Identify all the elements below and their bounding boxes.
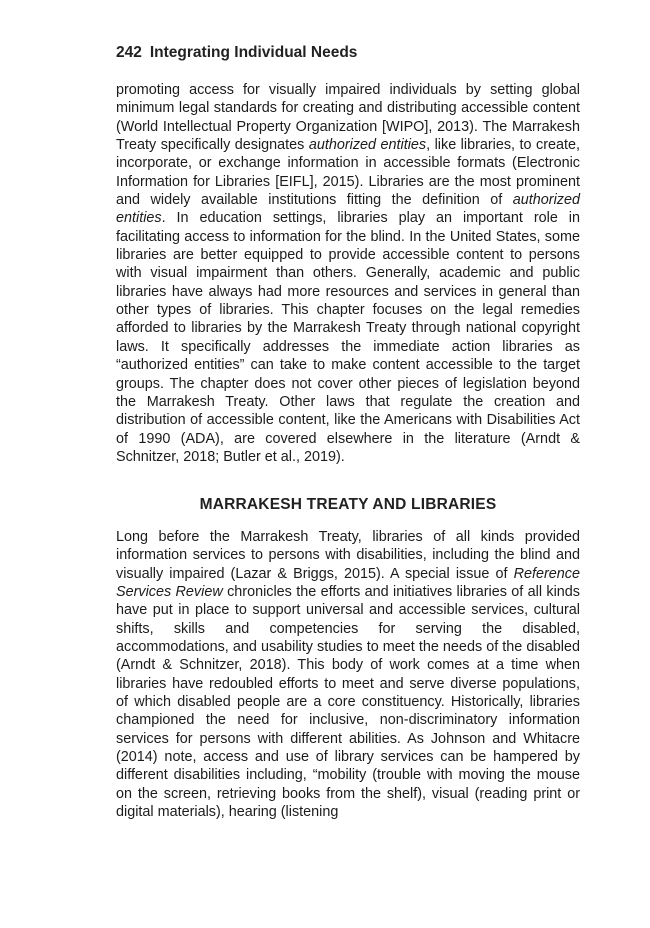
italic-term: authorized entities xyxy=(308,137,427,154)
paragraph-text: , like libraries, to create, incorporate, or exchange information in accessible formats (Electronic Information for Libraries [EIFL], 2015). Libraries are the most prominent and widely available institutions fitting the definition of xyxy=(116,137,580,209)
paragraph-text: promoting access for visually impaired individuals by setting global minimum legal standards for creating and distributing accessible content (World Intellectual Property Organization [WIPO], 2013). The Marrakesh Treaty specifically designates xyxy=(116,82,580,154)
paragraph-text: chronicles the efforts and initiatives libraries of all kinds have put in place to support universal and accessible services, cultural shifts, skills and competencies for serving the disabled, accommodations, and usability studies to meet the needs of the disabled (Arndt & Schnitzer, 2018). This body of work comes at a time when libraries have redoubled efforts to meet and serve diverse populations, of which disabled people are a core constituency. Historically, libraries championed the need for inclusive, non-discriminatory information services for persons with different abilities. As Johnson and Whitacre (2014) note, access and use of library services can be hampered by different disabilities including, “mobility (trouble with moving the mouse on the screen, retrieving books from the shelf), visual (reading print or digital materials), hearing (listening xyxy=(116,584,580,821)
running-title: Integrating Individual Needs xyxy=(149,44,358,61)
body-paragraph-2 xyxy=(116,528,580,822)
italic-journal-title: Reference Services Review xyxy=(116,565,580,601)
italic-term: authorized entities xyxy=(116,192,580,227)
paragraph-text: . In education settings, libraries play an important role in facilitating access to information for the blind. In the United States, some libraries are better equipped to provide accessible content to persons with visual impairment than others. Generally, academic and public libraries have always had more resources and services in general than other types of libraries. This chapter focuses on the legal remedies afforded to libraries by the Marrakesh Treaty through national copyright laws. It specifically addresses the immediate action libraries as “authorized entities” can take to make content accessible to the target groups. The chapter does not cover other pieces of legislation beyond the Marrakesh Treaty. Other laws that regulate the creation and distribution of accessible content, like the Americans with Disabilities Act of 1990 (ADA), are covered elsewhere in the literature (Arndt & Schnitzer, 2018; Butler et al., 2019). xyxy=(116,210,580,465)
section-heading: MARRAKESH TREATY AND LIBRARIES xyxy=(199,496,497,513)
running-head xyxy=(116,43,586,63)
body-paragraph-1 xyxy=(116,81,580,466)
paragraph-text: Long before the Marrakesh Treaty, libraries of all kinds provided information services to persons with disabilities, including the blind and visually impaired (Lazar & Briggs, 2015). A special issue of xyxy=(116,529,580,582)
page-number: 242 xyxy=(116,44,142,61)
